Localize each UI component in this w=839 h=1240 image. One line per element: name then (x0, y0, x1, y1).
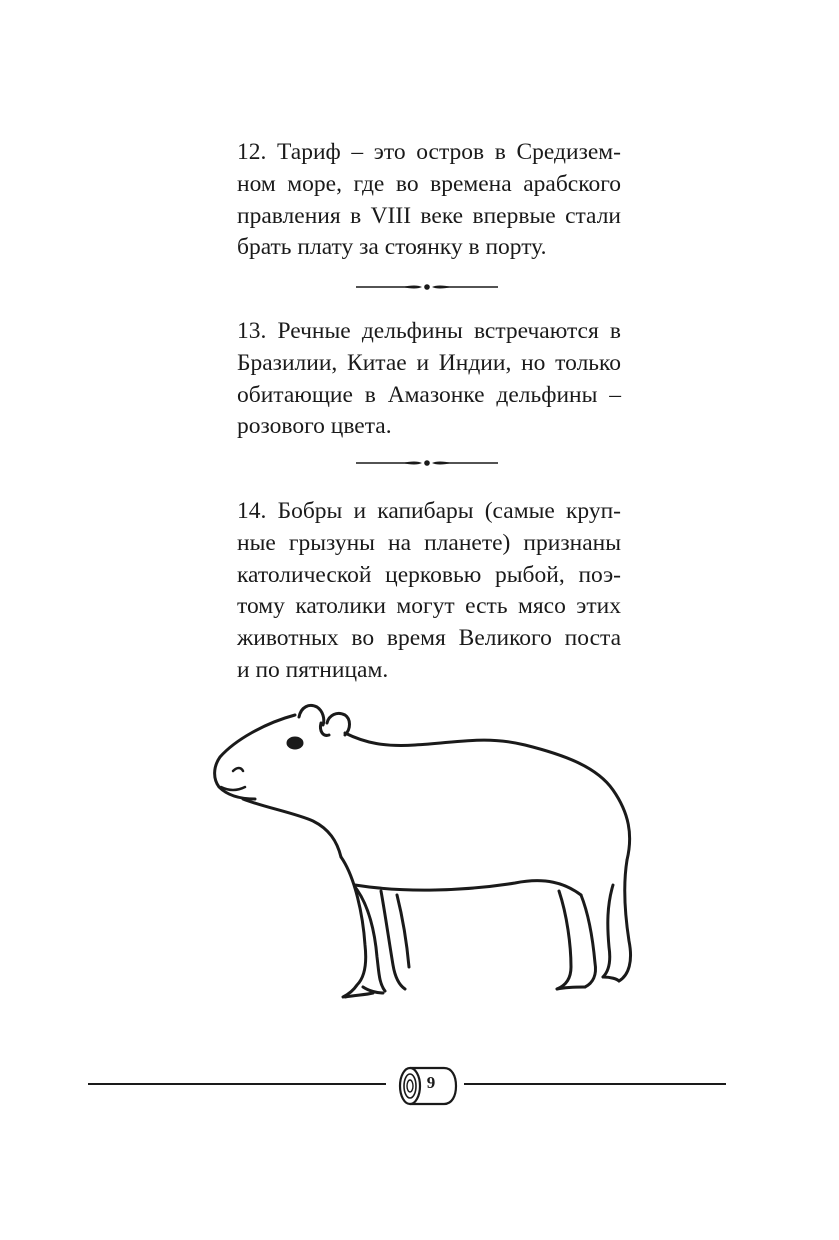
footer-rule-left (88, 1083, 386, 1085)
page-number: 9 (426, 1073, 436, 1092)
capybara-illustration (205, 695, 645, 1005)
fact-line: католической церковью рыбой, поэ- (237, 561, 621, 588)
fact-line: животных во время Великого поста (237, 625, 621, 652)
fact-line: обитающие в Амазонке дельфины – (237, 381, 621, 408)
fact-line: тому католики могут есть мясо этих (237, 593, 621, 620)
fact-line: Бразилии, Китае и Индии, но только (237, 349, 621, 376)
fact-12-paragraph (237, 137, 621, 264)
ornament-divider (352, 456, 502, 470)
fact-14-paragraph (237, 496, 621, 687)
fact-line: правления в VIII веке впервые стали (237, 202, 621, 229)
fact-line: брать плату за стоянку в порту. (237, 234, 547, 261)
fact-line: 13. Речные дельфины встречаются в (237, 318, 621, 344)
fact-line: 12. Тариф – это остров в Средизем- (237, 139, 621, 165)
fact-line: ном море, где во времена арабского (237, 170, 621, 197)
fact-line: и по пятницам. (237, 656, 389, 683)
fact-line: 14. Бобры и капибары (самые круп- (237, 498, 621, 524)
fact-line: розового цвета. (237, 413, 392, 440)
fact-13-paragraph (237, 316, 621, 443)
fact-line: ные грызуны на планете) признаны (237, 529, 621, 556)
footer-rule-right (464, 1083, 726, 1085)
ornament-divider (352, 280, 502, 294)
